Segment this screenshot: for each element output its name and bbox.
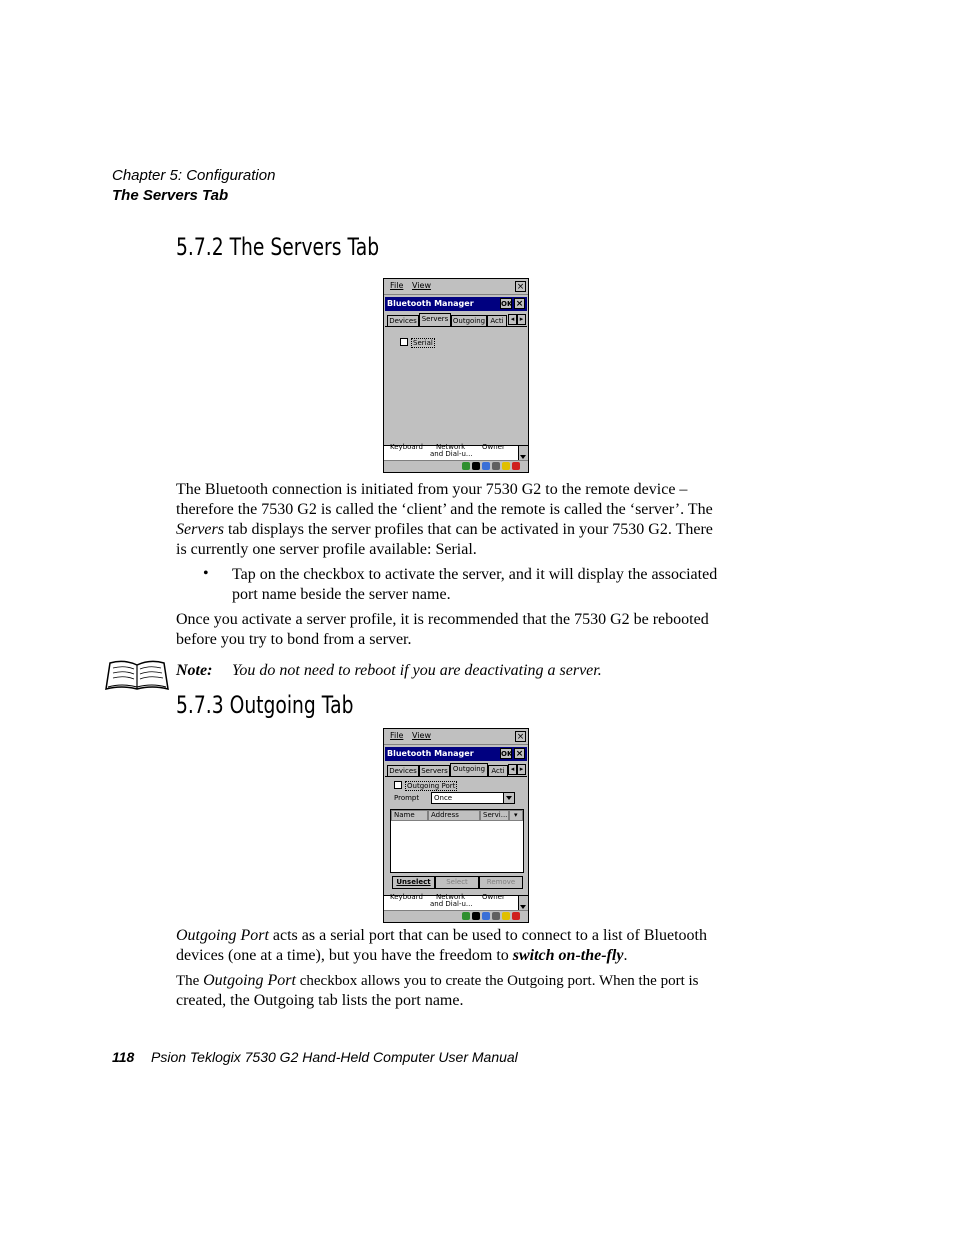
device-list[interactable] [390,809,524,873]
title-close-icon[interactable]: × [515,749,524,759]
tab-servers[interactable]: Servers [419,765,450,777]
tab-servers[interactable]: Servers [419,313,451,327]
tab-active[interactable]: Acti [487,315,507,327]
window-title: Bluetooth Manager [387,749,474,758]
close-icon[interactable]: × [516,282,525,292]
outgoing-line-1 [176,926,746,946]
tab-scroll-right-icon[interactable]: ▸ [517,314,526,325]
running-header-chapter: Chapter 5: Configuration [112,167,276,184]
strip-network: Network [436,443,466,451]
outgoing-paragraph [176,926,746,966]
servers-para-line-2: therefore the 7530 G2 is called the ‘client’ and the remote is called the ‘server’. The [176,501,713,518]
outgoing-line-1-text: acts as a serial port that can be used to connect to a list of Bluetooth [268,927,707,944]
tab-divider [385,776,527,777]
tray-network-icon[interactable] [462,462,470,470]
strip-dialup: and Dial-u... [430,900,473,908]
taskbar [384,460,528,472]
menu-file[interactable]: File [390,731,404,740]
bullet-line-1: Tap on the checkbox to activate the server, and it will display the associated [232,566,718,583]
tray-battery-icon[interactable] [502,912,510,920]
column-name[interactable]: Name [391,810,428,821]
outgoing-line-2-end: . [623,947,628,964]
tab-scroll-right-icon[interactable]: ▸ [517,764,526,775]
column-services[interactable]: Servi... [480,810,509,821]
tray-input-icon[interactable] [472,462,480,470]
outgoing-tab-screenshot [383,728,529,923]
prompt-value: Once [434,794,453,802]
bullet-text [232,565,752,605]
note-text: You do not need to reboot if you are deactivating a server. [232,662,602,679]
reboot-line-2: before you try to bond from a server. [176,631,412,648]
title-close-icon[interactable]: × [515,299,524,309]
tray-battery-icon[interactable] [502,462,510,470]
servers-paragraph [176,480,746,560]
switch-on-the-fly: switch on-the-fly [512,947,624,964]
strip-owner: Owner [482,893,505,901]
tab-scroll-left-icon[interactable]: ◂ [508,314,517,325]
checkbox-line-2: created, the Outgoing tab lists the port name. [176,992,464,1009]
menu-bar [384,729,528,745]
servers-para-line-3 [176,520,746,540]
servers-italic: Servers [176,521,224,538]
checkbox-line-1-pre: The [176,973,204,989]
section-heading-outgoing: 5.7.3 Outgoing Tab [176,691,354,719]
strip-network: Network [436,893,466,901]
menu-bar [384,279,528,295]
close-icon[interactable]: × [516,732,525,742]
tray-network-icon[interactable] [462,912,470,920]
bullet-marker: • [203,565,209,582]
tab-devices[interactable]: Devices [387,315,419,327]
strip-owner: Owner [482,443,505,451]
select-button[interactable]: Select [435,876,479,889]
title-bar [385,297,527,311]
prompt-label: Prompt [394,794,420,802]
tab-outgoing[interactable]: Outgoing [452,317,486,325]
tray-input-icon[interactable] [472,912,480,920]
prompt-select[interactable] [431,792,515,804]
unselect-button[interactable]: Unselect [392,876,435,889]
taskbar [384,910,528,922]
servers-para-line-1: The Bluetooth connection is initiated from your 7530 G2 to the remote device – [176,481,688,498]
tray-status-icon[interactable] [512,912,520,920]
tab-active[interactable]: Acti [488,765,508,777]
servers-para-line-4: is currently one server profile available: Serial. [176,541,477,558]
servers-tab-screenshot [383,278,529,473]
ok-button[interactable]: OK [501,750,513,758]
tray-connection-icon[interactable] [492,912,500,920]
serial-checkbox[interactable] [400,338,408,346]
tray-status-icon[interactable] [512,462,520,470]
outgoing-line-2-text: devices (one at a time), but you have the freedom to [176,947,513,964]
strip-keyboard: Keyboard [390,893,423,901]
outgoing-port-checkbox[interactable] [394,781,402,789]
note-label: Note: [176,662,213,679]
menu-view[interactable]: View [412,731,431,740]
serial-label: Serial [413,339,433,347]
tab-outgoing[interactable]: Outgoing [450,763,488,777]
tray-bluetooth-icon[interactable] [482,462,490,470]
ok-button[interactable]: OK [501,300,513,308]
footer-title: Psion Teklogix 7530 G2 Hand-Held Computer User Manual [151,1049,518,1065]
title-bar [385,747,527,761]
tray-bluetooth-icon[interactable] [482,912,490,920]
checkbox-line-1-text: checkbox allows you to create the Outgoing port. When the port is [295,973,699,989]
reboot-paragraph [176,610,746,650]
servers-para-line-3-text: tab displays the server profiles that can be activated in your 7530 G2. There [223,521,713,538]
outgoing-port-italic: Outgoing Port [176,927,269,944]
menu-view[interactable]: View [412,281,431,290]
section-heading-servers: 5.7.2 The Servers Tab [176,233,380,261]
reboot-line-1: Once you activate a server profile, it is recommended that the 7530 G2 be rebooted [176,611,709,628]
column-scroll-icon[interactable]: ▾ [509,810,523,821]
page-number: 118 [112,1049,135,1065]
outgoing-port-label: Outgoing Port [407,782,456,790]
column-address[interactable]: Address [428,810,480,821]
note-book-icon [104,659,170,691]
tab-devices[interactable]: Devices [387,765,419,777]
menu-file[interactable]: File [390,281,404,290]
tab-scroll-left-icon[interactable]: ◂ [508,764,517,775]
tab-divider [385,326,527,327]
checkbox-paragraph [176,971,746,1011]
bullet-line-2: port name beside the server name. [232,586,451,603]
checkbox-outgoing-italic: Outgoing Port [203,972,296,989]
remove-button[interactable]: Remove [479,876,523,889]
outgoing-line-2 [176,946,746,966]
window-title: Bluetooth Manager [387,299,474,308]
strip-dialup: and Dial-u... [430,450,473,458]
checkbox-line-1 [176,971,746,991]
tray-connection-icon[interactable] [492,462,500,470]
strip-keyboard: Keyboard [390,443,423,451]
running-header-section: The Servers Tab [112,187,229,204]
chevron-down-icon[interactable] [503,793,514,803]
